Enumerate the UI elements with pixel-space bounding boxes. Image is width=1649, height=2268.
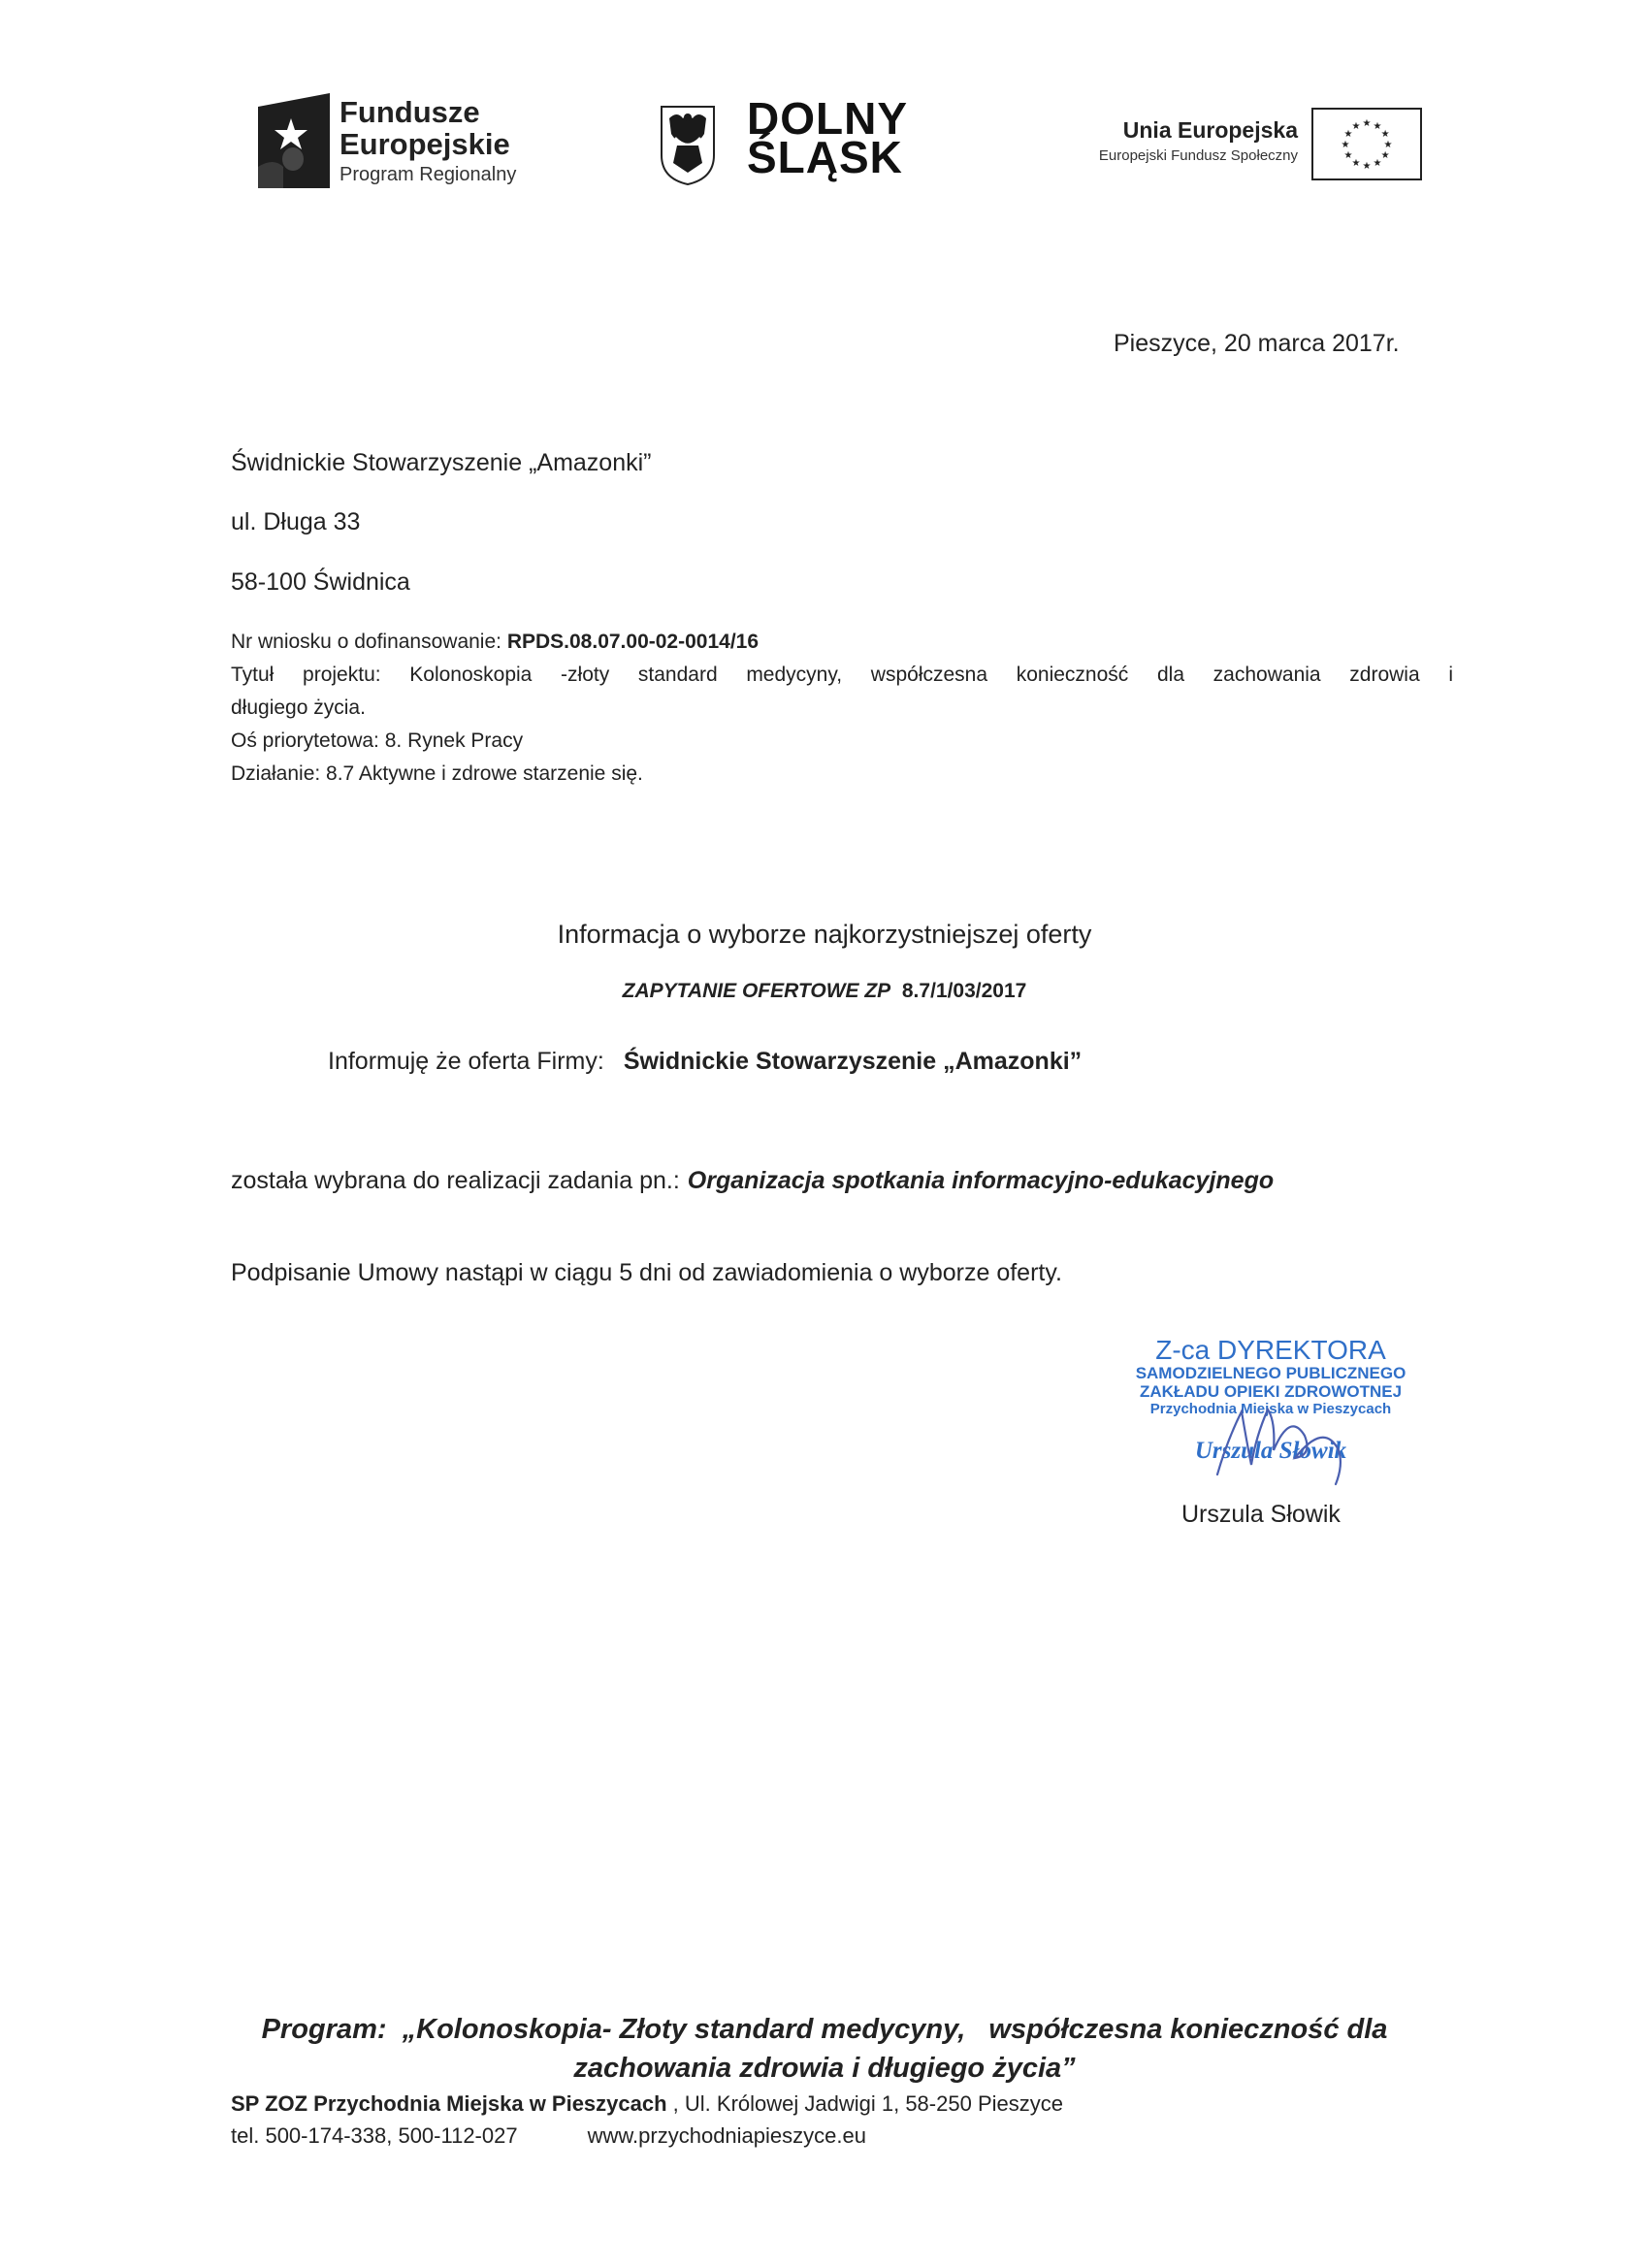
priority-axis: Oś priorytetowa: 8. Rynek Pracy: [231, 729, 524, 752]
inquiry-reference: [0, 980, 1649, 1003]
eu-star-icon: ★: [1380, 129, 1390, 140]
footer-phone: tel. 500-174-338, 500-112-027: [231, 2123, 518, 2148]
project-title-line1: Tytuł projektu: Kolonoskopia -złoty standard medycyny, współczesna konieczność dla zachowania zdrowia i: [231, 664, 1453, 686]
signing-notice: Podpisanie Umowy nastąpi w ciągu 5 dni od zawiadomienia o wyborze oferty.: [231, 1259, 1062, 1286]
action-line: Działanie: 8.7 Aktywne i zdrowe starzenie się.: [231, 762, 643, 785]
inquiry-number: 8.7/1/03/2017: [890, 980, 1027, 1002]
stamp-line2: SAMODZIELNEGO PUBLICZNEGO: [1135, 1364, 1406, 1382]
fe-line1: Fundusze: [340, 95, 480, 129]
unia-europejska-text: [1028, 117, 1298, 164]
selected-prefix: została wybrana do realizacji zadania pn.:: [231, 1167, 680, 1194]
eu-star-icon: ★: [1373, 120, 1382, 132]
footer-website-link[interactable]: www.przychodniapieszyce.eu: [587, 2123, 866, 2148]
signer-name: Urszula Słowik: [1181, 1501, 1341, 1528]
selected-task: Organizacja spotkania informacyjno-edukacyjnego: [687, 1167, 1275, 1194]
stamp-name: Urszula Słowik: [1194, 1438, 1347, 1464]
ue-line2: Europejski Fundusz Społeczny: [1098, 147, 1298, 164]
eu-star-icon: ★: [1343, 129, 1353, 140]
document-date: Pieszyce, 20 marca 2017r.: [1114, 330, 1400, 357]
eu-star-icon: ★: [1343, 150, 1353, 161]
recipient-street: ul. Długa 33: [231, 508, 361, 535]
eu-star-icon: ★: [1362, 118, 1372, 129]
inquiry-label: ZAPYTANIE OFERTOWE ZP: [622, 980, 891, 1002]
dolny-slask-text: [747, 93, 908, 182]
selected-line: [231, 1167, 1274, 1195]
fundusze-europejskie-text: [340, 97, 516, 184]
footer-contact-line: [231, 2123, 866, 2149]
project-title-line2: długiego życia.: [231, 697, 366, 719]
document-heading: Informacja o wyborze najkorzystniejszej oferty: [557, 920, 1092, 949]
inform-line: [328, 1048, 1082, 1076]
ue-line1: Unia Europejska: [1122, 117, 1298, 143]
footer-institution-line: [231, 2091, 1063, 2117]
stamp-line4: Przychodnia Miejska w Pieszycach: [1149, 1401, 1392, 1417]
ds-line1: DOLNY: [747, 93, 908, 144]
stamp-line1: Z-ca DYREKTORA: [1155, 1335, 1386, 1365]
application-label: Nr wniosku o dofinansowanie:: [231, 631, 507, 653]
eu-star-icon: ★: [1351, 120, 1361, 132]
footer-address: , Ul. Królowej Jadwigi 1, 58-250 Pieszyce: [666, 2091, 1063, 2116]
footer-institution: SP ZOZ Przychodnia Miejska w Pieszycach: [231, 2091, 667, 2116]
inform-company: Świdnickie Stowarzyszenie „Amazonki”: [623, 1048, 1083, 1075]
eu-star-icon: ★: [1373, 158, 1382, 170]
dolny-slask-eagle-crest-icon: [660, 105, 716, 186]
recipient-name: Świdnickie Stowarzyszenie „Amazonki”: [231, 449, 652, 476]
footer-program-line2: zachowania zdrowia i długiego życia”: [573, 2053, 1076, 2084]
stamp-line3: ZAKŁADU OPIEKI ZDROWOTNEJ: [1139, 1382, 1403, 1401]
fundusze-europejskie-logo-icon: [254, 89, 334, 192]
application-number-line: [231, 631, 759, 654]
eu-flag-icon: [1311, 108, 1422, 180]
eu-star-icon: ★: [1341, 140, 1350, 150]
inform-prefix: Informuję że oferta Firmy:: [328, 1048, 604, 1075]
fe-line2: Europejskie: [340, 127, 510, 161]
ds-line2: ŚLĄSK: [747, 132, 903, 182]
eu-star-icon: ★: [1362, 161, 1372, 172]
footer-program-line1: Program: „Kolonoskopia- Złoty standard medycyny, współczesna konieczność dla: [261, 2014, 1388, 2045]
fe-line3: Program Regionalny: [340, 164, 517, 185]
eu-star-icon: ★: [1380, 150, 1390, 161]
eu-star-icon: ★: [1351, 158, 1361, 170]
handwritten-signature-icon: [1198, 1382, 1373, 1489]
application-number: RPDS.08.07.00-02-0014/16: [506, 631, 760, 653]
recipient-city: 58-100 Świdnica: [231, 568, 410, 596]
eu-star-icon: ★: [1383, 140, 1393, 150]
